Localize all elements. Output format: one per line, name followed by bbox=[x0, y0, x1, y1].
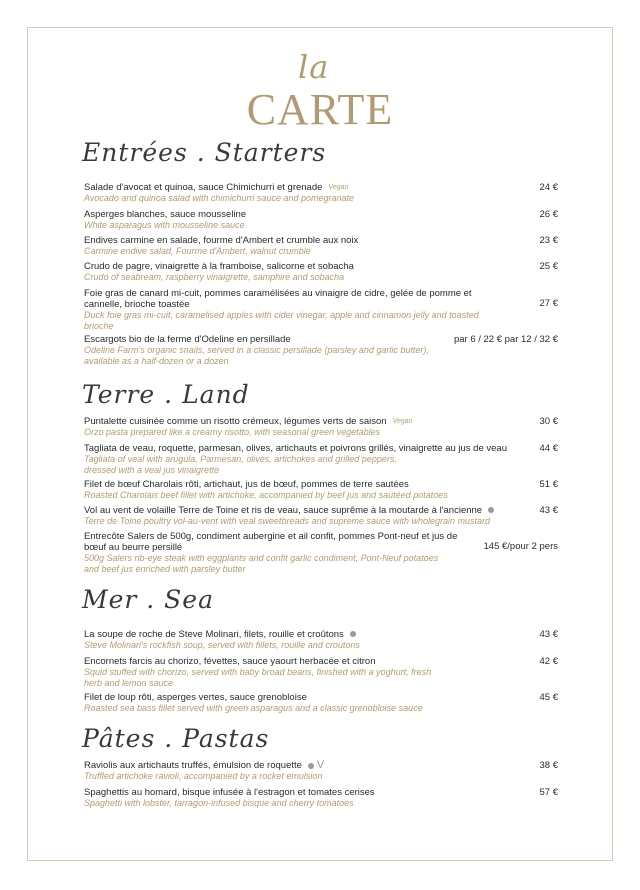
menu-item bbox=[84, 261, 558, 283]
dish-name-text: Encornets farcis au chorizo, févettes, sauce yaourt herbacée et citron bbox=[84, 656, 376, 667]
dish-name-text: Puntalette cuisinée comme un risotto crémeux, légumes verts de saison bbox=[84, 416, 387, 428]
menu-item bbox=[84, 443, 558, 475]
dish-name-fr bbox=[84, 443, 534, 454]
dish-name-en: Crudo of seabream, raspberry vinaigrette, samphire and sobacha bbox=[84, 272, 345, 282]
menu-item bbox=[84, 334, 558, 366]
section-title: Mer . Sea bbox=[82, 585, 215, 614]
dish-price: par 6 / 22 € par 12 / 32 € bbox=[453, 334, 558, 345]
dish-name-fr bbox=[84, 182, 474, 193]
dish-price: 43 € bbox=[539, 629, 558, 640]
section-title: Terre . Land bbox=[82, 380, 250, 409]
dish-price: 38 € bbox=[539, 760, 558, 771]
dish-name-en: 500g Salers rib-eye steak with eggplants and confit garlic condiment, Pont-Neuf potatoes and beef jus enriched with parsley butter bbox=[84, 553, 439, 574]
dish-price: 145 €/pour 2 pers bbox=[483, 541, 558, 552]
dish-name-text: Crudo de pagre, vinaigrette à la framboise, salicorne et sobacha bbox=[84, 261, 354, 272]
menu-item bbox=[84, 235, 558, 257]
veggie-icon: Vegan bbox=[328, 184, 349, 191]
dish-name-en: Spaghetti with lobster, tarragon-infused bisque and cherry tomatoes bbox=[84, 798, 354, 808]
dish-name-fr bbox=[84, 479, 474, 490]
dish-name-fr bbox=[84, 334, 474, 345]
dish-price: 23 € bbox=[539, 235, 558, 246]
dish-name-en: Odeline Farm's organic snails, served in a classic persillade (parsley and garlic butter), available as a half-dozen or a dozen bbox=[84, 345, 429, 366]
dish-price: 27 € bbox=[539, 298, 558, 309]
dish-name-en: Truffled artichoke ravioli, accompanied by a rocket emulsion bbox=[84, 771, 323, 782]
menu-item bbox=[84, 629, 558, 651]
dish-name-text: Filet de bœuf Charolais rôti, artichaut, jus de bœuf, pommes de terre sautées bbox=[84, 479, 409, 490]
dish-name-fr bbox=[84, 760, 474, 771]
dish-name-text: Vol au vent de volaille Terre de Toine et ris de veau, sauce suprême à la moutarde à l'ancienne bbox=[84, 505, 483, 516]
dish-name-en: Orzo pasta prepared like a creamy risotto, with seasonal green vegetables bbox=[84, 427, 381, 438]
dish-name-fr bbox=[84, 235, 474, 246]
dish-name-text: La soupe de roche de Steve Molinari, filets, rouille et croûtons bbox=[84, 629, 344, 640]
dish-name-text: Foie gras de canard mi-cuit, pommes caramélisées au vinaigre de cidre, gelée de pomme et cannelle, brioche toastée bbox=[84, 288, 472, 310]
dish-name-fr bbox=[84, 787, 474, 798]
dish-name-en: Duck foie gras mi-cuit, caramelised apples with cider vinegar, apple and cinnamon jelly and toasted brioche bbox=[84, 310, 479, 331]
menu-item bbox=[84, 182, 558, 204]
menu-item bbox=[84, 209, 558, 231]
dish-name-en: Roasted Charolais beef fillet with artichoke, accompanied by beef jus and sautéed potatoes bbox=[84, 490, 448, 500]
dish-price: 51 € bbox=[539, 479, 558, 490]
dish-name-fr bbox=[84, 531, 474, 553]
section-title: Pâtes . Pastas bbox=[82, 724, 270, 753]
dish-price: 25 € bbox=[539, 261, 558, 272]
dish-name-fr bbox=[84, 692, 474, 703]
section-title: Entrées . Starters bbox=[82, 138, 327, 167]
dish-name-text: Raviolis aux artichauts truffés, émulsion de roquette bbox=[84, 760, 302, 772]
menu-item bbox=[84, 692, 558, 714]
dish-name-en: White asparagus with mousseline sauce bbox=[84, 220, 245, 230]
dish-name-fr bbox=[84, 505, 524, 516]
dish-name-text: Escargots bio de la ferme d'Odeline en persillade bbox=[84, 334, 291, 345]
dish-name-text: Spaghettis au homard, bisque infusée à l'estragon et tomates cerises bbox=[84, 787, 375, 798]
dish-name-fr bbox=[84, 416, 474, 427]
dish-name-fr bbox=[84, 656, 474, 667]
dish-name-text: Salade d'avocat et quinoa, sauce Chimichurri et grenade bbox=[84, 182, 323, 194]
dish-name-fr bbox=[84, 288, 474, 310]
dish-name-en: Squid stuffed with chorizo, served with baby broad beans, finished with a yoghurt, fresh herb and lemon sauce bbox=[84, 667, 432, 688]
logo-title: CARTE bbox=[246, 85, 394, 134]
menu-item bbox=[84, 288, 558, 331]
dish-price: 57 € bbox=[539, 787, 558, 798]
dish-price: 43 € bbox=[539, 505, 558, 516]
dish-name-en: Roasted sea bass fillet served with green asparagus and a classic grenobloise sauce bbox=[84, 703, 423, 713]
menu-item bbox=[84, 416, 558, 438]
dish-name-fr bbox=[84, 261, 474, 272]
menu-item bbox=[84, 760, 558, 782]
signature-dot-icon bbox=[308, 763, 314, 769]
dish-name-en: Carmine endive salad, Fourme d'Ambert, walnut crumble bbox=[84, 246, 311, 256]
vegetarian-v-icon: V bbox=[316, 759, 325, 771]
dish-price: 44 € bbox=[539, 443, 558, 454]
logo-script: la bbox=[298, 48, 330, 86]
dish-name-en: Avocado and quinoa salad with chimichurri sauce and pomegranate bbox=[84, 193, 355, 204]
dish-price: 45 € bbox=[539, 692, 558, 703]
menu-logo bbox=[0, 48, 640, 138]
dish-price: 42 € bbox=[539, 656, 558, 667]
dish-name-text: Filet de loup rôti, asperges vertes, sauce grenobloise bbox=[84, 692, 307, 703]
dish-name-fr bbox=[84, 209, 474, 220]
dish-price: 24 € bbox=[539, 182, 558, 193]
dish-price: 26 € bbox=[539, 209, 558, 220]
signature-dot-icon bbox=[350, 631, 356, 637]
dish-name-en: Terre de Toine poultry vol-au-vent with veal sweetbreads and supreme sauce with wholegrain mustard bbox=[84, 516, 491, 526]
dish-name-text: Endives carmine en salade, fourme d'Ambert et crumble aux noix bbox=[84, 235, 359, 246]
menu-item bbox=[84, 656, 558, 688]
menu-item bbox=[84, 531, 558, 574]
dish-name-text: Tagliata de veau, roquette, parmesan, olives, artichauts et poivrons grillés, vinaigrette au jus de veau bbox=[84, 443, 507, 454]
dish-name-en: Tagliata of veal with arugula, Parmesan, olives, artichokes and grilled peppers, dressed with a veal jus vinaigrette bbox=[84, 454, 397, 475]
signature-dot-icon bbox=[488, 507, 494, 513]
veggie-icon: Vegan bbox=[392, 418, 413, 425]
menu-item bbox=[84, 787, 558, 809]
dish-name-text: Asperges blanches, sauce mousseline bbox=[84, 209, 247, 220]
menu-item bbox=[84, 505, 558, 527]
dish-name-text: Entrecôte Salers de 500g, condiment aubergine et ail confit, pommes Pont-neuf et jus de bœuf au beurre persillé bbox=[84, 531, 458, 553]
menu-item bbox=[84, 479, 558, 501]
dish-price: 30 € bbox=[539, 416, 558, 427]
dish-name-en: Steve Molinari's rockfish soup, served with fillets, rouille and croutons bbox=[84, 640, 360, 650]
dish-name-fr bbox=[84, 629, 474, 640]
